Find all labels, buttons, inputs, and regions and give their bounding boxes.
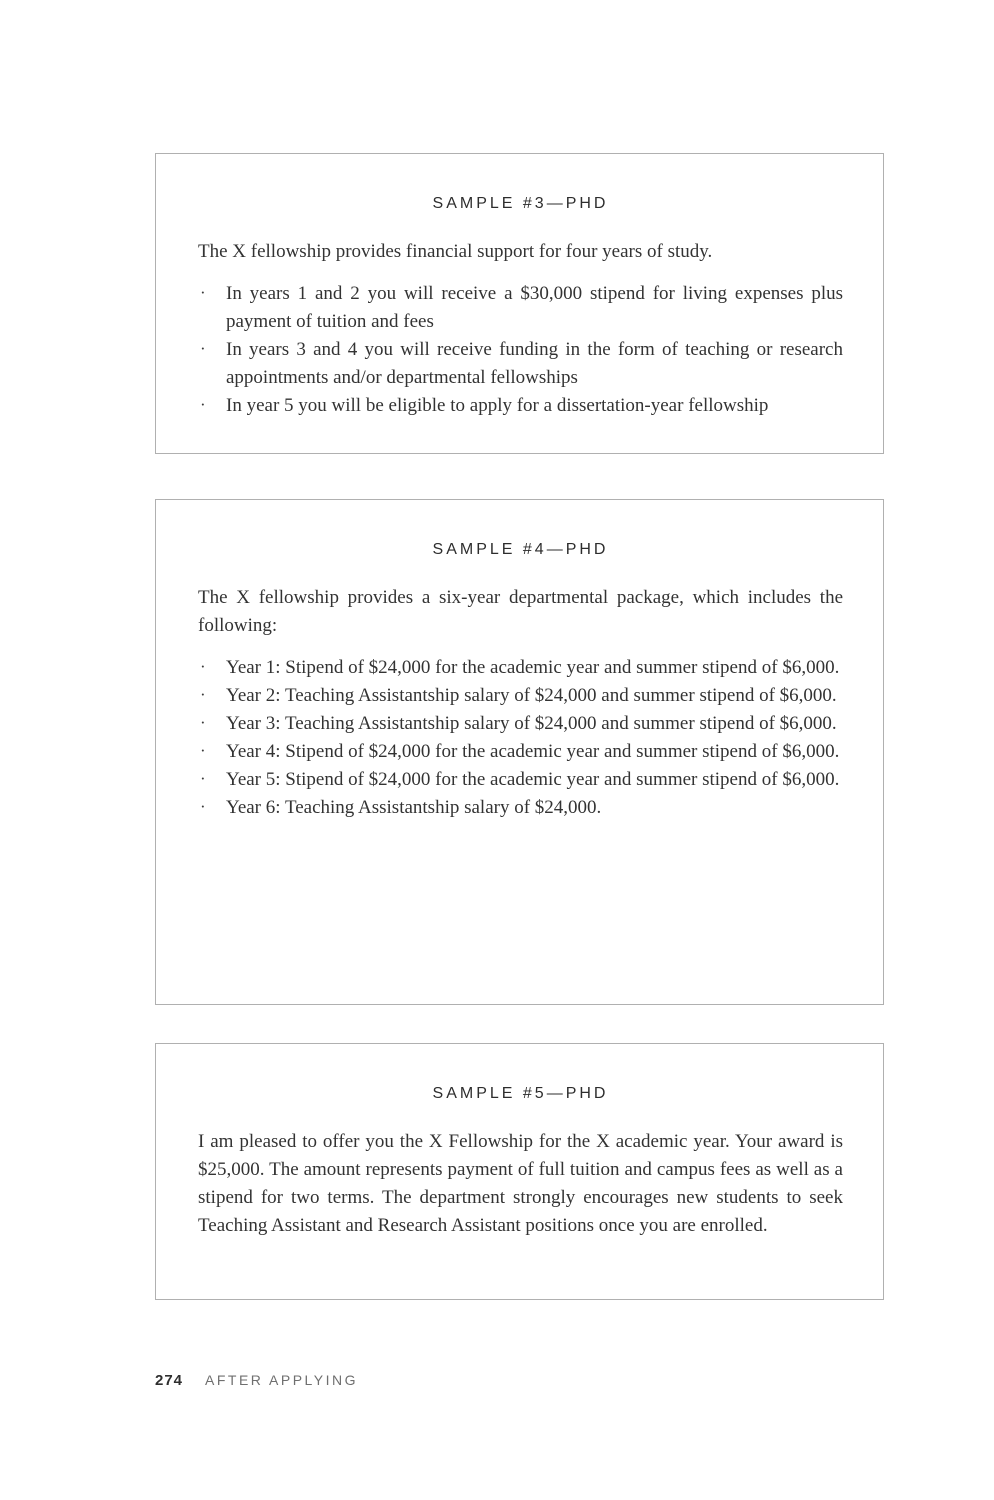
bullet-item [198,280,843,336]
bullet-item [198,738,843,766]
bullet-text: Year 6: Teaching Assistantship salary of $24,000. [226,797,602,818]
bullet-dot-icon: · [200,741,206,760]
sample-5-title: SAMPLE #5—PHD [432,1085,609,1102]
sample-4-bullet-list [198,654,843,822]
bullet-dot-icon: · [200,797,206,816]
bullet-item [198,392,843,420]
bullet-text: In year 5 you will be eligible to apply for a dissertation-year fellowship [226,395,769,416]
bullet-item [198,794,843,822]
sample-5-intro: I am pleased to offer you the X Fellowship for the X academic year. Your award is $25,000. The amount represents payment of full tuition and campus fees as well as a stipend for two terms. The department strongly encourages new students to seek Teaching Assistant and Research Assistant positions once you are enrolled. [198,1131,843,1236]
bullet-item [198,682,843,710]
bullet-dot-icon: · [200,769,206,788]
bullet-dot-icon: · [200,339,206,358]
bullet-item [198,710,843,738]
bullet-dot-icon: · [200,657,206,676]
bullet-text: In years 1 and 2 you will receive a $30,000 stipend for living expenses plus payment of tuition and fees [226,283,843,332]
sample-3-bullet-list [198,280,843,420]
sample-3-title: SAMPLE #3—PHD [432,195,609,212]
sample-3-intro: The X fellowship provides financial support for four years of study. [198,241,713,262]
bullet-dot-icon: · [200,713,206,732]
bullet-item [198,654,843,682]
sample-5-box [155,1043,884,1300]
page-number: 274 [155,1372,184,1389]
running-footer [155,1372,358,1389]
sample-3-box [155,153,884,454]
bullet-dot-icon: · [200,685,206,704]
sample-4-title: SAMPLE #4—PHD [432,541,609,558]
bullet-text: In years 3 and 4 you will receive funding in the form of teaching or research appointments and/or departmental fellowships [226,339,843,388]
bullet-text: Year 1: Stipend of $24,000 for the academic year and summer stipend of $6,000. [226,657,840,678]
bullet-text: Year 2: Teaching Assistantship salary of $24,000 and summer stipend of $6,000. [226,685,837,706]
sample-4-intro: The X fellowship provides a six-year departmental package, which includes the following: [198,587,843,636]
running-footer-title: AFTER APPLYING [205,1372,359,1388]
bullet-item [198,766,843,794]
sample-4-box [155,499,884,1005]
bullet-dot-icon: · [200,395,206,414]
bullet-dot-icon: · [200,283,206,302]
bullet-text: Year 3: Teaching Assistantship salary of $24,000 and summer stipend of $6,000. [226,713,837,734]
bullet-item [198,336,843,392]
bullet-text: Year 5: Stipend of $24,000 for the academic year and summer stipend of $6,000. [226,769,840,790]
bullet-text: Year 4: Stipend of $24,000 for the academic year and summer stipend of $6,000. [226,741,840,762]
